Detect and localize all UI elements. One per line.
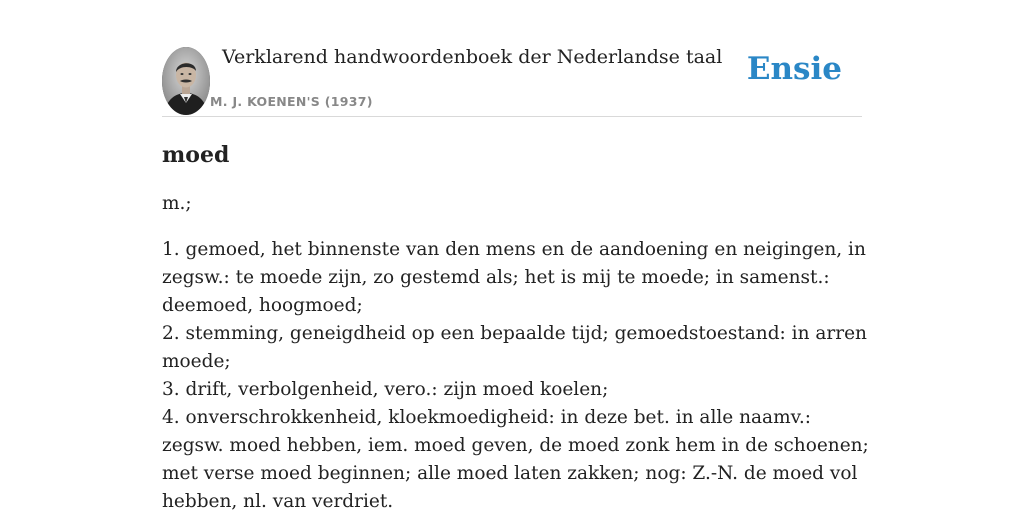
definition-4: 4. onverschrokkenheid, kloekmoedigheid: in deze bet. in alle naamv.: zegsw. moed hebben, iem. moed geven, de moed zonk hem in de schoenen; met verse moed beginnen; alle moed laten zakken; nog: Z.-N. de moed vol hebben, nl. van verdriet. xyxy=(162,407,869,512)
dictionary-title[interactable]: Verklarend handwoordenboek der Nederlandse taal xyxy=(222,46,723,68)
definition-3: 3. drift, verbolgenheid, vero.: zijn moed koelen; xyxy=(162,379,609,400)
entry-definitions xyxy=(162,236,872,516)
ensie-logo-link[interactable]: Ensie xyxy=(746,51,842,87)
definition-1: 1. gemoed, het binnenste van den mens en de aandoening en neigingen, in zegsw.: te moede zijn, zo gestemd als; het is mij te moede; in samenst.: deemoed, hoogmoed; xyxy=(162,239,866,316)
author-portrait xyxy=(162,47,210,115)
entry-headword: moed xyxy=(162,142,230,168)
dictionary-header xyxy=(162,44,862,117)
entry-grammar: m.; xyxy=(162,193,192,214)
definition-2: 2. stemming, geneigdheid op een bepaalde tijd; gemoedstoestand: in arren moede; xyxy=(162,323,867,372)
dictionary-author: M. J. KOENEN'S (1937) xyxy=(210,94,373,109)
dictionary-entry xyxy=(162,138,872,516)
portrait-image xyxy=(162,47,210,115)
